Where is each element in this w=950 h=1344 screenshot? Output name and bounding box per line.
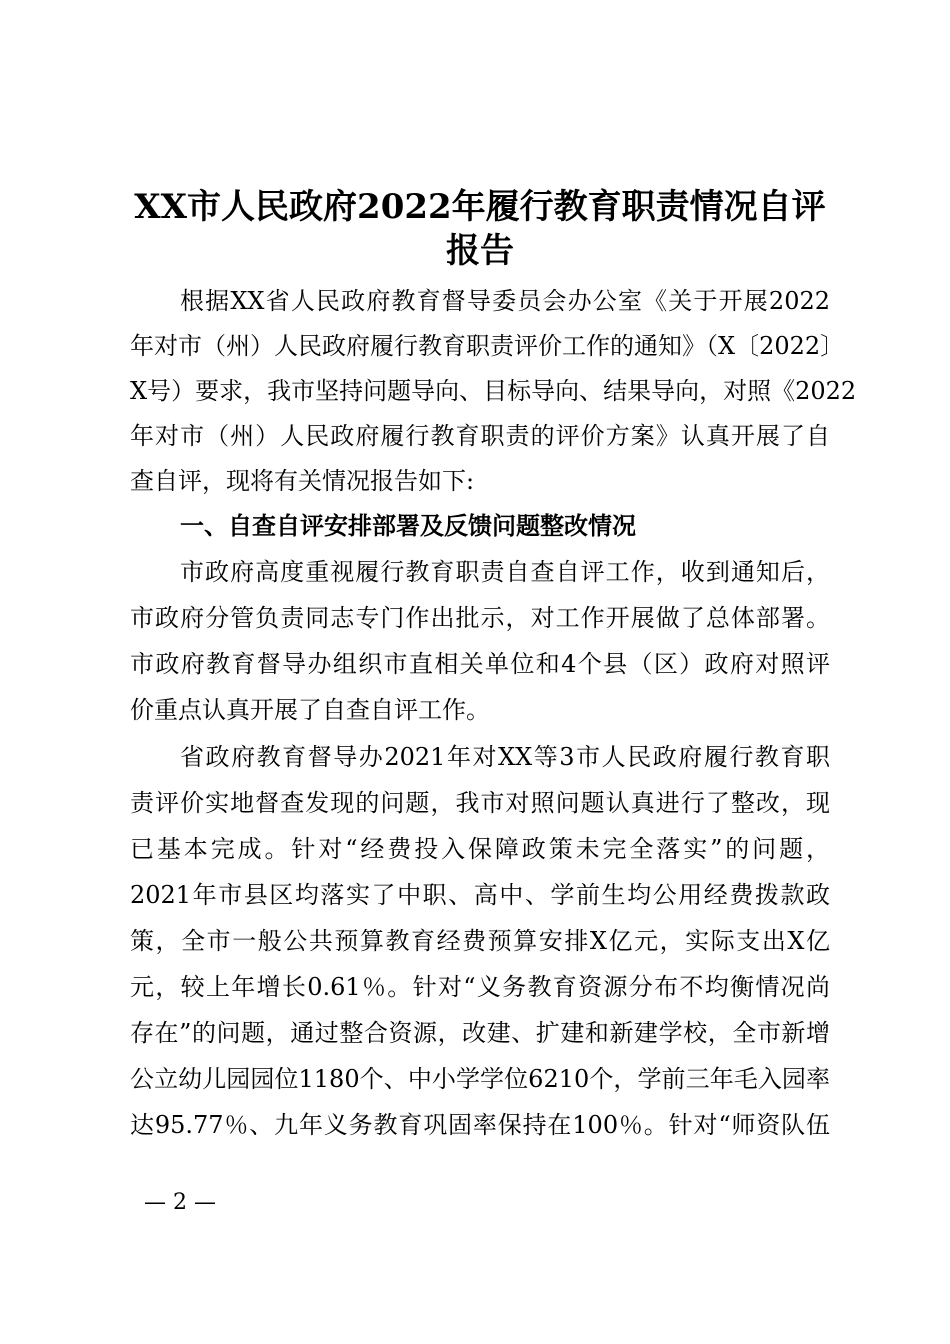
paragraph-line: 策，全市一般公共预算教育经费预算安排X亿元，实际支出X亿 (130, 927, 830, 955)
paragraph-line: 年对市（州）人民政府履行教育职责评价工作的通知》（X〔2022〕 (130, 332, 845, 360)
paragraph-line: 市政府高度重视履行教育职责自查自评工作，收到通知后， (180, 558, 830, 586)
document-title-line-1: XX市人民政府2022年履行教育职责情况自评 (134, 187, 826, 227)
paragraph-line: 已基本完成。针对“经费投入保障政策未完全落实”的问题， (130, 835, 830, 863)
paragraph-line: 公立幼儿园园位1180个、中小学学位6210个，学前三年毛入园率 (130, 1065, 830, 1093)
paragraph-line: 市政府教育督导办组织市直相关单位和4个县（区）政府对照评 (130, 650, 830, 678)
paragraph-line: 省政府教育督导办2021年对XX等3市人民政府履行教育职 (180, 743, 830, 771)
page-number: — 2 — (144, 1190, 216, 1215)
paragraph-line: 市政府分管负责同志专门作出批示，对工作开展做了总体部署。 (130, 604, 830, 632)
paragraph-line: 价重点认真开展了自查自评工作。 (130, 696, 490, 724)
paragraph-line: 存在”的问题，通过整合资源，改建、扩建和新建学校，全市新增 (130, 1019, 830, 1047)
paragraph-line: 根据XX省人民政府教育督导委员会办公室《关于开展2022 (180, 287, 830, 315)
paragraph-line: X号）要求，我市坚持问题导向、目标导向、结果导向，对照《2022 (130, 377, 857, 405)
paragraph-line: 2021年市县区均落实了中职、高中、学前生均公用经费拨款政 (130, 881, 830, 909)
paragraph-line: 查自评，现将有关情况报告如下: (130, 467, 475, 495)
paragraph-line: 责评价实地督查发现的问题，我市对照问题认真进行了整改，现 (130, 789, 830, 817)
paragraph-line: 年对市（州）人民政府履行教育职责的评价方案》认真开展了自 (130, 422, 830, 450)
paragraph-line: 元，较上年增长0.61％。针对“义务教育资源分布不均衡情况尚 (130, 973, 830, 1001)
document-title-line-2: 报告 (446, 231, 514, 271)
section-heading: 一、自查自评安排部署及反馈问题整改情况 (180, 512, 636, 540)
paragraph-line: 达95.77％、九年义务教育巩固率保持在100％。针对“师资队伍 (130, 1111, 830, 1139)
